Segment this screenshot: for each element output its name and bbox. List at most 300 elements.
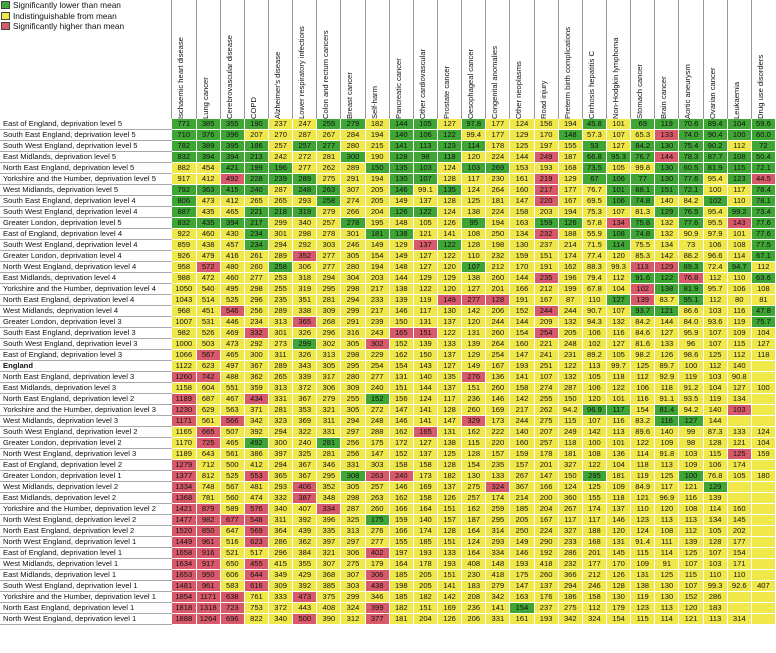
table-cell: 443 (293, 603, 317, 614)
table-cell: 321 (317, 548, 341, 559)
table-cell: 500 (293, 614, 317, 625)
table-cell: 177 (582, 559, 606, 570)
table-cell: 185 (389, 570, 413, 581)
column-header (534, 0, 558, 119)
table-cell: 311 (269, 350, 293, 361)
table-cell: 256 (341, 449, 365, 460)
table-cell: 281 (317, 438, 341, 449)
table-cell: 172 (389, 438, 413, 449)
table-cell: 240 (293, 438, 317, 449)
table-cell: 240 (389, 471, 413, 482)
table-cell: 154 (727, 548, 751, 559)
table-cell: 521 (220, 548, 244, 559)
table-cell: 57.8 (582, 218, 606, 229)
table-cell: 127 (655, 328, 679, 339)
table-cell: 1260 (172, 372, 196, 383)
table-cell: 1477 (172, 515, 196, 526)
legend-item-higher (0, 21, 170, 32)
table-cell: 85.3 (631, 251, 655, 262)
table-cell: 234 (244, 240, 268, 251)
table-cell: 267 (558, 504, 582, 515)
table-cell: 105 (413, 218, 437, 229)
table-cell: 389 (196, 141, 220, 152)
table-cell: 209 (534, 317, 558, 328)
table-cell: 78.1 (751, 196, 775, 207)
table-cell: 81 (751, 295, 775, 306)
table-cell: 280 (341, 262, 365, 273)
table-cell: 256 (341, 438, 365, 449)
row-label: North West England, deprivation level 4 (0, 262, 172, 273)
table-row (0, 570, 776, 581)
table-cell: 230 (462, 570, 486, 581)
table-cell: 69.5 (582, 196, 606, 207)
table-cell: 59.6 (751, 119, 775, 130)
table-cell: 151 (655, 185, 679, 196)
table-cell: 130 (655, 163, 679, 174)
table-cell: 134 (510, 229, 534, 240)
table-cell: 323 (269, 416, 293, 427)
table-cell: 122 (582, 460, 606, 471)
table-cell: 224 (486, 207, 510, 218)
table-cell: 154 (606, 614, 630, 625)
table-cell: 276 (462, 372, 486, 383)
table-cell: 1818 (172, 603, 196, 614)
table-cell: 69 (631, 119, 655, 130)
table-cell: 124 (462, 537, 486, 548)
table-cell: 454 (196, 163, 220, 174)
table-cell: 177 (486, 119, 510, 130)
table-cell: 291 (341, 174, 365, 185)
table-cell: 806 (172, 196, 196, 207)
table-cell: 191 (510, 295, 534, 306)
table-cell: 44.5 (751, 174, 775, 185)
table-cell: 1158 (172, 383, 196, 394)
table-cell: 152 (679, 592, 703, 603)
table-cell: 371 (244, 405, 268, 416)
table-cell: 140 (389, 130, 413, 141)
table-cell: 87.3 (703, 427, 727, 438)
table-cell: 114 (606, 240, 630, 251)
table-cell: 1066 (172, 350, 196, 361)
table-cell: 136 (486, 372, 510, 383)
table-cell: 187 (462, 515, 486, 526)
table-cell (727, 416, 751, 427)
table-cell: 314 (727, 614, 751, 625)
table-row (0, 559, 776, 570)
table-cell: 77.6 (751, 218, 775, 229)
table-cell: 127 (438, 119, 462, 130)
table-cell: 137 (438, 482, 462, 493)
table-cell: 175 (365, 515, 389, 526)
table-cell: 146 (510, 548, 534, 559)
table-cell: 162 (558, 262, 582, 273)
table-cell: 182 (413, 592, 437, 603)
table-cell: 122 (413, 207, 437, 218)
table-cell: 267 (317, 130, 341, 141)
table-cell: 298 (341, 284, 365, 295)
table-cell: 72.1 (751, 163, 775, 174)
table-cell: 125 (655, 570, 679, 581)
table-cell: 98 (413, 152, 437, 163)
table-row (0, 328, 776, 339)
column-header (269, 0, 293, 119)
table-cell: 138 (631, 581, 655, 592)
table-cell: 1189 (172, 394, 196, 405)
table-cell: 781 (196, 493, 220, 504)
table-cell: 294 (269, 427, 293, 438)
table-cell: 194 (365, 174, 389, 185)
table-cell: 159 (510, 449, 534, 460)
table-cell: 147 (389, 405, 413, 416)
table-row (0, 394, 776, 405)
table-cell: 132 (655, 229, 679, 240)
table-cell: 224 (534, 526, 558, 537)
table-cell: 232 (558, 559, 582, 570)
table-cell: 141 (486, 603, 510, 614)
table-cell: 167 (534, 515, 558, 526)
table-cell: 307 (317, 559, 341, 570)
table-cell: 129 (438, 273, 462, 284)
table-cell: 77.6 (679, 174, 703, 185)
table-cell: 164 (462, 526, 486, 537)
table-cell: 53 (582, 141, 606, 152)
table-cell: 194 (365, 130, 389, 141)
table-cell (727, 603, 751, 614)
table-cell: 500 (220, 460, 244, 471)
table-cell: 143 (413, 361, 437, 372)
table-cell: 130 (462, 471, 486, 482)
table-cell: 122 (558, 361, 582, 372)
table-cell: 166 (389, 526, 413, 537)
table-cell: 135 (438, 372, 462, 383)
table-cell: 154 (631, 405, 655, 416)
table-cell: 387 (293, 493, 317, 504)
column-header-label: Preterm birth complications (562, 26, 572, 119)
table-cell: 205 (365, 196, 389, 207)
table-cell: 418 (534, 559, 558, 570)
table-cell: 116 (655, 416, 679, 427)
table-cell: 97.8 (462, 119, 486, 130)
table-cell: 110 (727, 273, 751, 284)
table-cell: 146 (389, 416, 413, 427)
table-cell: 151 (438, 570, 462, 581)
table-cell: 74.8 (631, 196, 655, 207)
table-cell: 178 (486, 141, 510, 152)
table-cell: 249 (534, 152, 558, 163)
table-cell: 561 (220, 449, 244, 460)
table-cell: 95.4 (703, 207, 727, 218)
table-cell: 319 (293, 284, 317, 295)
table-cell: 76.7 (582, 185, 606, 196)
table-cell: 176 (534, 592, 558, 603)
table-cell: 1050 (172, 284, 196, 295)
table-cell: 294 (317, 273, 341, 284)
table-cell: 294 (269, 240, 293, 251)
table-cell: 324 (486, 482, 510, 493)
table-cell: 183 (462, 581, 486, 592)
table-cell: 119 (727, 317, 751, 328)
table-cell: 1520 (172, 526, 196, 537)
table-cell: 926 (172, 251, 196, 262)
table-cell: 286 (703, 592, 727, 603)
table-cell: 322 (293, 427, 317, 438)
table-cell: 195 (365, 218, 389, 229)
table-cell: 134 (606, 218, 630, 229)
table-cell: 159 (510, 251, 534, 262)
table-cell: 104 (606, 284, 630, 295)
table-cell: 196 (558, 273, 582, 284)
table-cell: 95.7 (703, 284, 727, 295)
table-cell: 643 (196, 449, 220, 460)
table-cell: 623 (244, 537, 268, 548)
table-cell: 263 (365, 493, 389, 504)
table-cell: 298 (341, 350, 365, 361)
table-cell (751, 603, 775, 614)
table-row (0, 372, 776, 383)
column-header (703, 0, 727, 119)
table-cell: 213 (244, 152, 268, 163)
table-cell: 207 (534, 427, 558, 438)
column-header (341, 0, 365, 119)
table-cell: 139 (462, 339, 486, 350)
table-cell: 95.3 (606, 152, 630, 163)
table-cell: 280 (341, 372, 365, 383)
column-header (486, 0, 510, 119)
table-cell: 367 (293, 460, 317, 471)
table-cell: 113 (703, 614, 727, 625)
table-cell: 514 (196, 295, 220, 306)
table-cell: 265 (269, 372, 293, 383)
table-cell: 1449 (172, 537, 196, 548)
table-cell: 122 (438, 328, 462, 339)
table-cell: 1171 (172, 416, 196, 427)
table-cell: 72.4 (703, 262, 727, 273)
table-cell: 50.4 (751, 152, 775, 163)
table-cell: 186 (558, 592, 582, 603)
table-cell: 201 (582, 548, 606, 559)
table-cell: 377 (365, 614, 389, 625)
table-cell: 86.6 (679, 306, 703, 317)
table-cell: 101 (606, 394, 630, 405)
table-row (0, 119, 776, 130)
column-header (244, 0, 268, 119)
table-cell: 101 (606, 185, 630, 196)
table-cell: 331 (269, 394, 293, 405)
table-cell: 160 (727, 504, 751, 515)
table-cell (751, 570, 775, 581)
table-cell: 333 (269, 592, 293, 603)
table-row (0, 581, 776, 592)
row-label: West Midlands, deprivation level 5 (0, 185, 172, 196)
table-cell: 312 (341, 614, 365, 625)
table-cell: 115 (727, 339, 751, 350)
table-cell: 150 (558, 394, 582, 405)
table-cell: 367 (244, 361, 268, 372)
table-cell: 91.4 (631, 537, 655, 548)
table-cell: 286 (558, 548, 582, 559)
table-cell: 120 (679, 603, 703, 614)
table-cell: 291 (341, 317, 365, 328)
column-header (582, 0, 606, 119)
table-cell (751, 526, 775, 537)
table-cell: 147 (510, 581, 534, 592)
table-cell: 133 (438, 339, 462, 350)
table-cell: 150 (558, 471, 582, 482)
row-label: North West England, deprivation level 1 (0, 537, 172, 548)
table-cell: 260 (486, 273, 510, 284)
table-row (0, 493, 776, 504)
table-cell: 922 (172, 229, 196, 240)
table-cell: 99.3 (606, 262, 630, 273)
table-cell: 253 (269, 273, 293, 284)
table-cell: 57.3 (582, 130, 606, 141)
table-cell: 127 (462, 284, 486, 295)
table-cell: 155 (582, 493, 606, 504)
table-cell: 214 (510, 493, 534, 504)
table-cell: 110 (727, 196, 751, 207)
table-cell: 239 (269, 174, 293, 185)
table-cell: 205 (413, 581, 437, 592)
table-cell: 83.2 (631, 416, 655, 427)
table-cell: 117 (462, 174, 486, 185)
table-cell: 160 (510, 339, 534, 350)
table-cell: 1854 (172, 592, 196, 603)
table-cell: 107 (679, 581, 703, 592)
table-cell: 118 (655, 383, 679, 394)
table-cell: 415 (269, 559, 293, 570)
table-cell: 917 (172, 174, 196, 185)
table-cell: 190 (365, 152, 389, 163)
table-cell: 126 (438, 218, 462, 229)
table-cell: 397 (317, 537, 341, 548)
table-cell: 392 (293, 515, 317, 526)
table-cell: 257 (534, 438, 558, 449)
table-cell: 1279 (172, 460, 196, 471)
table-cell: 372 (293, 383, 317, 394)
table-cell: 112 (703, 273, 727, 284)
table-row (0, 416, 776, 427)
row-label: East of England, deprivation level 5 (0, 119, 172, 130)
table-cell: 139 (703, 493, 727, 504)
table-cell: 677 (220, 515, 244, 526)
table-row (0, 152, 776, 163)
table-cell: 120 (606, 526, 630, 537)
table-cell: 140 (727, 361, 751, 372)
table-cell: 139 (389, 295, 413, 306)
table-cell: 126 (558, 218, 582, 229)
table-cell: 294 (269, 460, 293, 471)
table-cell: 435 (196, 218, 220, 229)
legend-label-higher: Significantly higher than mean (13, 21, 125, 32)
table-cell: 412 (244, 460, 268, 471)
table-cell: 385 (317, 581, 341, 592)
table-cell: 277 (365, 372, 389, 383)
table-cell: 761 (244, 592, 268, 603)
table-cell: 162 (462, 427, 486, 438)
table-cell: 193 (438, 559, 462, 570)
table-cell: 114 (727, 251, 751, 262)
table-cell: 104 (751, 438, 775, 449)
table-cell: 307 (341, 570, 365, 581)
legend-swatch-higher (1, 22, 10, 30)
table-cell: 47.8 (751, 306, 775, 317)
table-cell: 236 (462, 394, 486, 405)
table-cell: 103 (703, 372, 727, 383)
table-cell: 96 (679, 339, 703, 350)
table-cell: 146 (389, 306, 413, 317)
row-label: North West England, deprivation level 1 (0, 614, 172, 625)
table-cell: 116 (606, 328, 630, 339)
table-cell: 430 (220, 229, 244, 240)
table-cell: 137 (438, 317, 462, 328)
table-cell: 139 (679, 537, 703, 548)
table-cell: 473 (220, 339, 244, 350)
table-cell: 99 (679, 427, 703, 438)
table-cell: 113 (679, 515, 703, 526)
table-cell: 273 (269, 339, 293, 350)
table-cell: 343 (293, 361, 317, 372)
table-cell: 133 (655, 339, 679, 350)
table-cell: 241 (534, 350, 558, 361)
table-cell: 60.5 (679, 163, 703, 174)
table-cell: 257 (365, 482, 389, 493)
table-cell: 165 (389, 328, 413, 339)
table-cell: 375 (317, 592, 341, 603)
table-cell (751, 548, 775, 559)
table-cell: 89.3 (679, 262, 703, 273)
row-label: South West England, deprivation level 5 (0, 141, 172, 152)
table-cell: 460 (220, 273, 244, 284)
table-cell: 147 (365, 449, 389, 460)
table-cell: 74.0 (679, 130, 703, 141)
table-cell: 308 (341, 471, 365, 482)
table-cell: 88.3 (582, 262, 606, 273)
table-row (0, 196, 776, 207)
table-cell: 988 (172, 273, 196, 284)
table-row (0, 614, 776, 625)
table-cell: 108 (679, 504, 703, 515)
table-cell: 583 (220, 581, 244, 592)
table-cell: 429 (293, 570, 317, 581)
table-row (0, 592, 776, 603)
table-cell: 204 (413, 614, 437, 625)
table-cell: 1421 (172, 504, 196, 515)
table-cell: 270 (269, 130, 293, 141)
table-cell: 553 (244, 471, 268, 482)
table-cell: 262 (534, 405, 558, 416)
table-cell: 90.7 (582, 306, 606, 317)
table-cell: 171 (727, 559, 751, 570)
table-cell: 92.9 (655, 372, 679, 383)
table-cell: 130 (655, 141, 679, 152)
table-cell: 137 (413, 240, 437, 251)
table-cell: 96.6 (703, 251, 727, 262)
table-cell: 158 (413, 460, 437, 471)
row-label: South West England, deprivation level 2 (0, 427, 172, 438)
table-cell: 266 (341, 207, 365, 218)
table-row (0, 174, 776, 185)
table-cell: 332 (244, 328, 268, 339)
table-cell: 107 (582, 416, 606, 427)
table-cell: 136 (606, 449, 630, 460)
table-cell: 168 (558, 163, 582, 174)
table-cell: 90.8 (727, 372, 751, 383)
table-cell: 137 (413, 449, 437, 460)
table-cell: 112 (727, 350, 751, 361)
table-cell: 465 (220, 207, 244, 218)
table-cell: 135 (389, 163, 413, 174)
table-cell: 175 (510, 570, 534, 581)
